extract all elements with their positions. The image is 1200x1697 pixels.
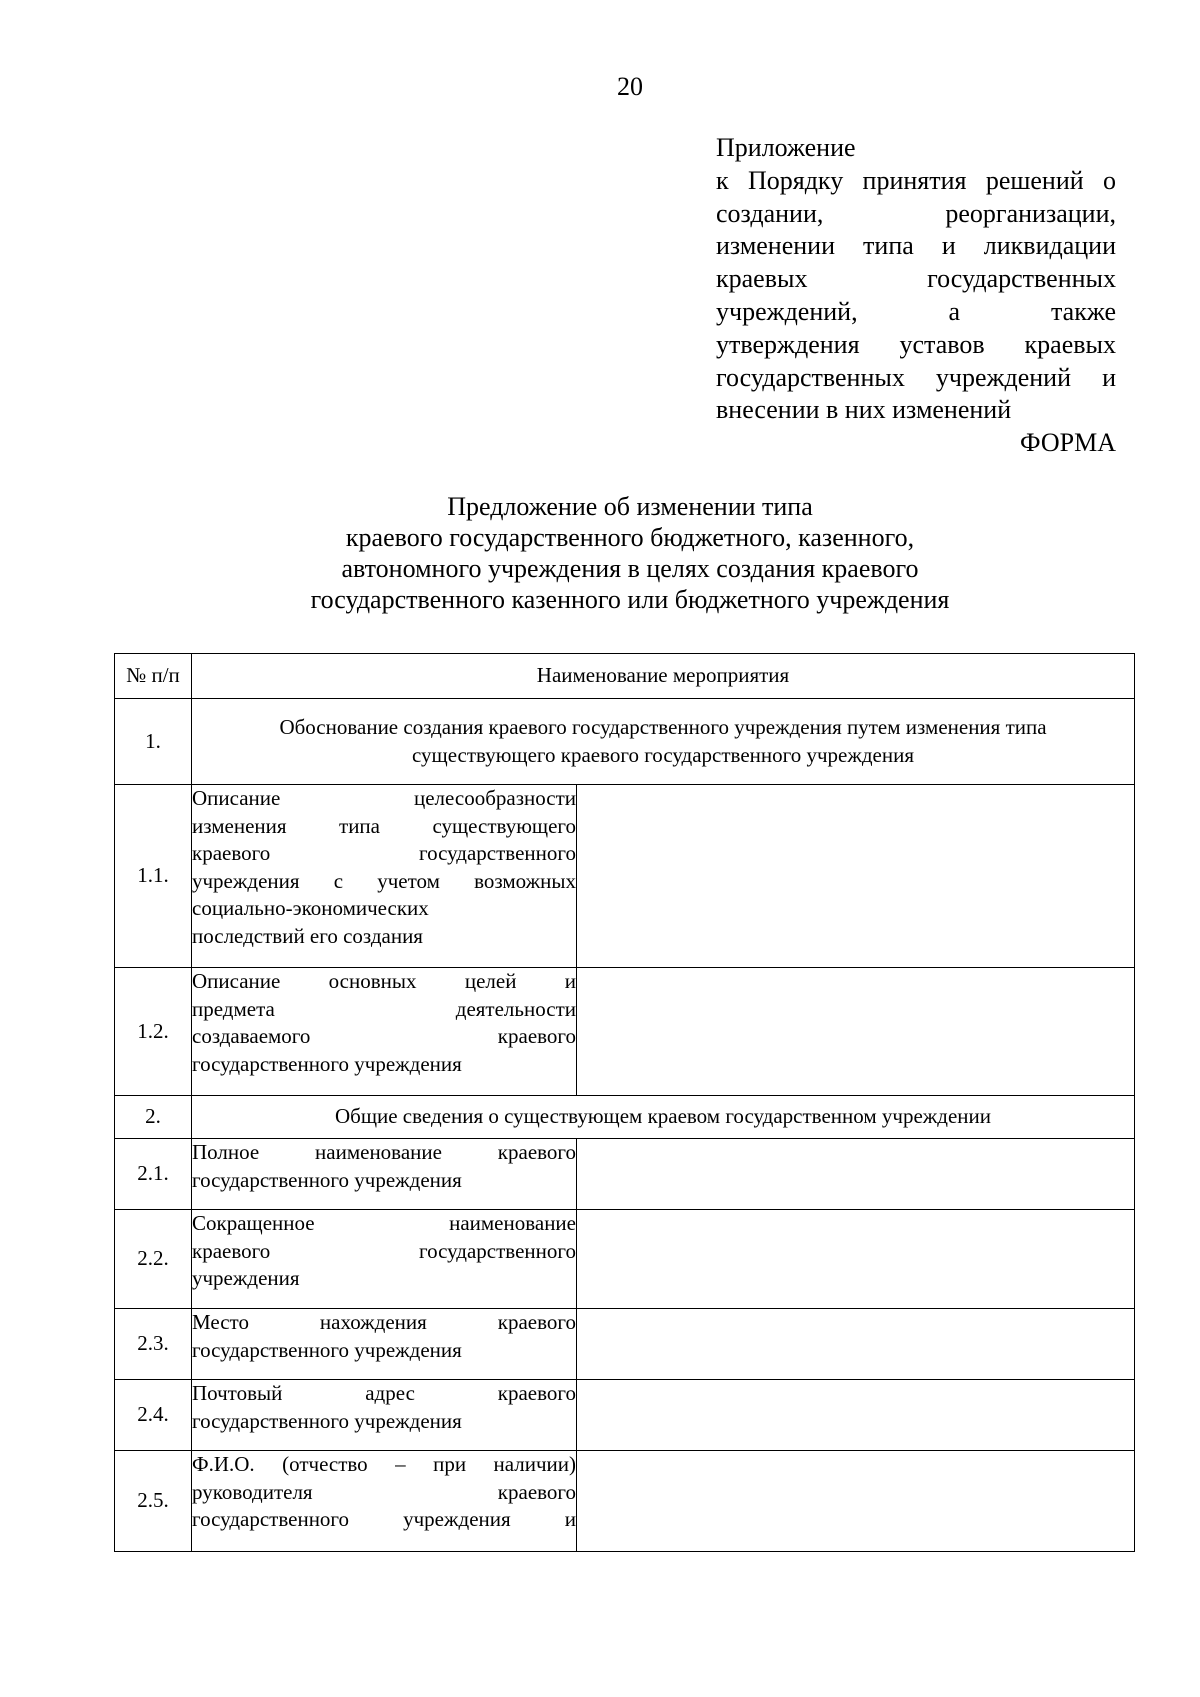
- row-number: 2.1.: [115, 1139, 192, 1210]
- description-line: краевого государственного: [192, 841, 576, 865]
- description-line: Описание основных целей и: [192, 969, 576, 993]
- appendix-line: к Порядку принятия решений о: [716, 165, 1116, 195]
- appendix-line: утверждения уставов краевых: [716, 329, 1116, 359]
- appendix-line: государственных учреждений и: [716, 362, 1116, 392]
- appendix-line: внесении в них изменений: [716, 395, 1012, 425]
- description-line: предмета деятельности: [192, 996, 576, 1021]
- section-row: [115, 1096, 1135, 1139]
- table-row: [115, 1380, 1135, 1451]
- row-description: [192, 1380, 577, 1451]
- title-line: Предложение об изменении типа: [447, 492, 813, 521]
- table-row: [115, 1451, 1135, 1552]
- section-title-line: Обоснование создания краевого государственного учреждения путем изменения типа: [279, 715, 1047, 739]
- row-description: [192, 1309, 577, 1380]
- row-description: [192, 1210, 577, 1309]
- description-line: Ф.И.О. (отчество – при наличии): [192, 1452, 576, 1476]
- row-number: 2.5.: [115, 1451, 192, 1552]
- description-line: социально-экономических: [192, 896, 429, 920]
- appendix-line: краевых государственных: [716, 264, 1116, 294]
- row-number: 2.: [115, 1096, 192, 1139]
- appendix-line: создании, реорганизации,: [716, 198, 1116, 228]
- description-line: Почтовый адрес краевого: [192, 1381, 576, 1405]
- row-value-cell[interactable]: [577, 1451, 1135, 1552]
- section-title: [192, 699, 1135, 785]
- description-line: государственного учреждения: [192, 1167, 462, 1192]
- table-row: [115, 1309, 1135, 1380]
- row-number: 2.3.: [115, 1309, 192, 1380]
- appendix-line: изменении типа и ликвидации: [716, 231, 1116, 261]
- appendix-block: [716, 132, 1116, 460]
- section-row: [115, 699, 1135, 785]
- row-value-cell[interactable]: [577, 785, 1135, 968]
- description-line: государственного учреждения и: [192, 1507, 576, 1531]
- description-line: государственного учреждения: [192, 1051, 462, 1076]
- title-line: автономного учреждения в целях создания краевого: [341, 554, 919, 583]
- row-number: 1.1.: [115, 785, 192, 968]
- description-line: Место нахождения краевого: [192, 1310, 576, 1334]
- row-number: 2.2.: [115, 1210, 192, 1309]
- table-row: [115, 1210, 1135, 1309]
- description-line: государственного учреждения: [192, 1337, 462, 1362]
- document-title: [0, 491, 1200, 615]
- row-description: [192, 1451, 577, 1552]
- description-line: краевого государственного: [192, 1238, 576, 1263]
- appendix-title: Приложение: [716, 133, 856, 162]
- table-header-row: [115, 654, 1135, 699]
- section-title: [192, 1096, 1135, 1139]
- section-title-line: существующего краевого государственного учреждения: [411, 742, 915, 767]
- row-number: 1.: [115, 699, 192, 785]
- row-number: 2.4.: [115, 1380, 192, 1451]
- table-row: [115, 968, 1135, 1096]
- description-line: Сокращенное наименование: [192, 1211, 576, 1235]
- form-table: [114, 653, 1135, 1552]
- description-line: Полное наименование краевого: [192, 1140, 576, 1164]
- header-name: Наименование мероприятия: [192, 654, 1135, 699]
- description-line: учреждения с учетом возможных: [192, 868, 576, 893]
- row-number: 1.2.: [115, 968, 192, 1096]
- section-title-line: Общие сведения о существующем краевом государственном учреждении: [334, 1104, 992, 1129]
- row-description: [192, 968, 577, 1096]
- table-row: [115, 1139, 1135, 1210]
- page-number: 20: [617, 72, 643, 101]
- header-number: № п/п: [115, 654, 192, 699]
- description-line: изменения типа существующего: [192, 813, 576, 838]
- row-description: [192, 785, 577, 968]
- description-line: учреждения: [192, 1266, 300, 1290]
- title-line: государственного казенного или бюджетного учреждения: [310, 585, 950, 614]
- row-description: [192, 1139, 577, 1210]
- title-line: краевого государственного бюджетного, казенного,: [345, 523, 915, 552]
- description-line: последствий его создания: [192, 923, 423, 948]
- row-value-cell[interactable]: [577, 1139, 1135, 1210]
- row-value-cell[interactable]: [577, 1380, 1135, 1451]
- appendix-line: учреждений, а также: [716, 296, 1116, 326]
- table-row: [115, 785, 1135, 968]
- form-label: ФОРМА: [1020, 428, 1116, 458]
- description-line: создаваемого краевого: [192, 1024, 576, 1048]
- row-value-cell[interactable]: [577, 1309, 1135, 1380]
- description-line: руководителя краевого: [192, 1479, 576, 1504]
- description-line: Описание целесообразности: [192, 786, 576, 810]
- description-line: государственного учреждения: [192, 1408, 462, 1433]
- row-value-cell[interactable]: [577, 968, 1135, 1096]
- row-value-cell[interactable]: [577, 1210, 1135, 1309]
